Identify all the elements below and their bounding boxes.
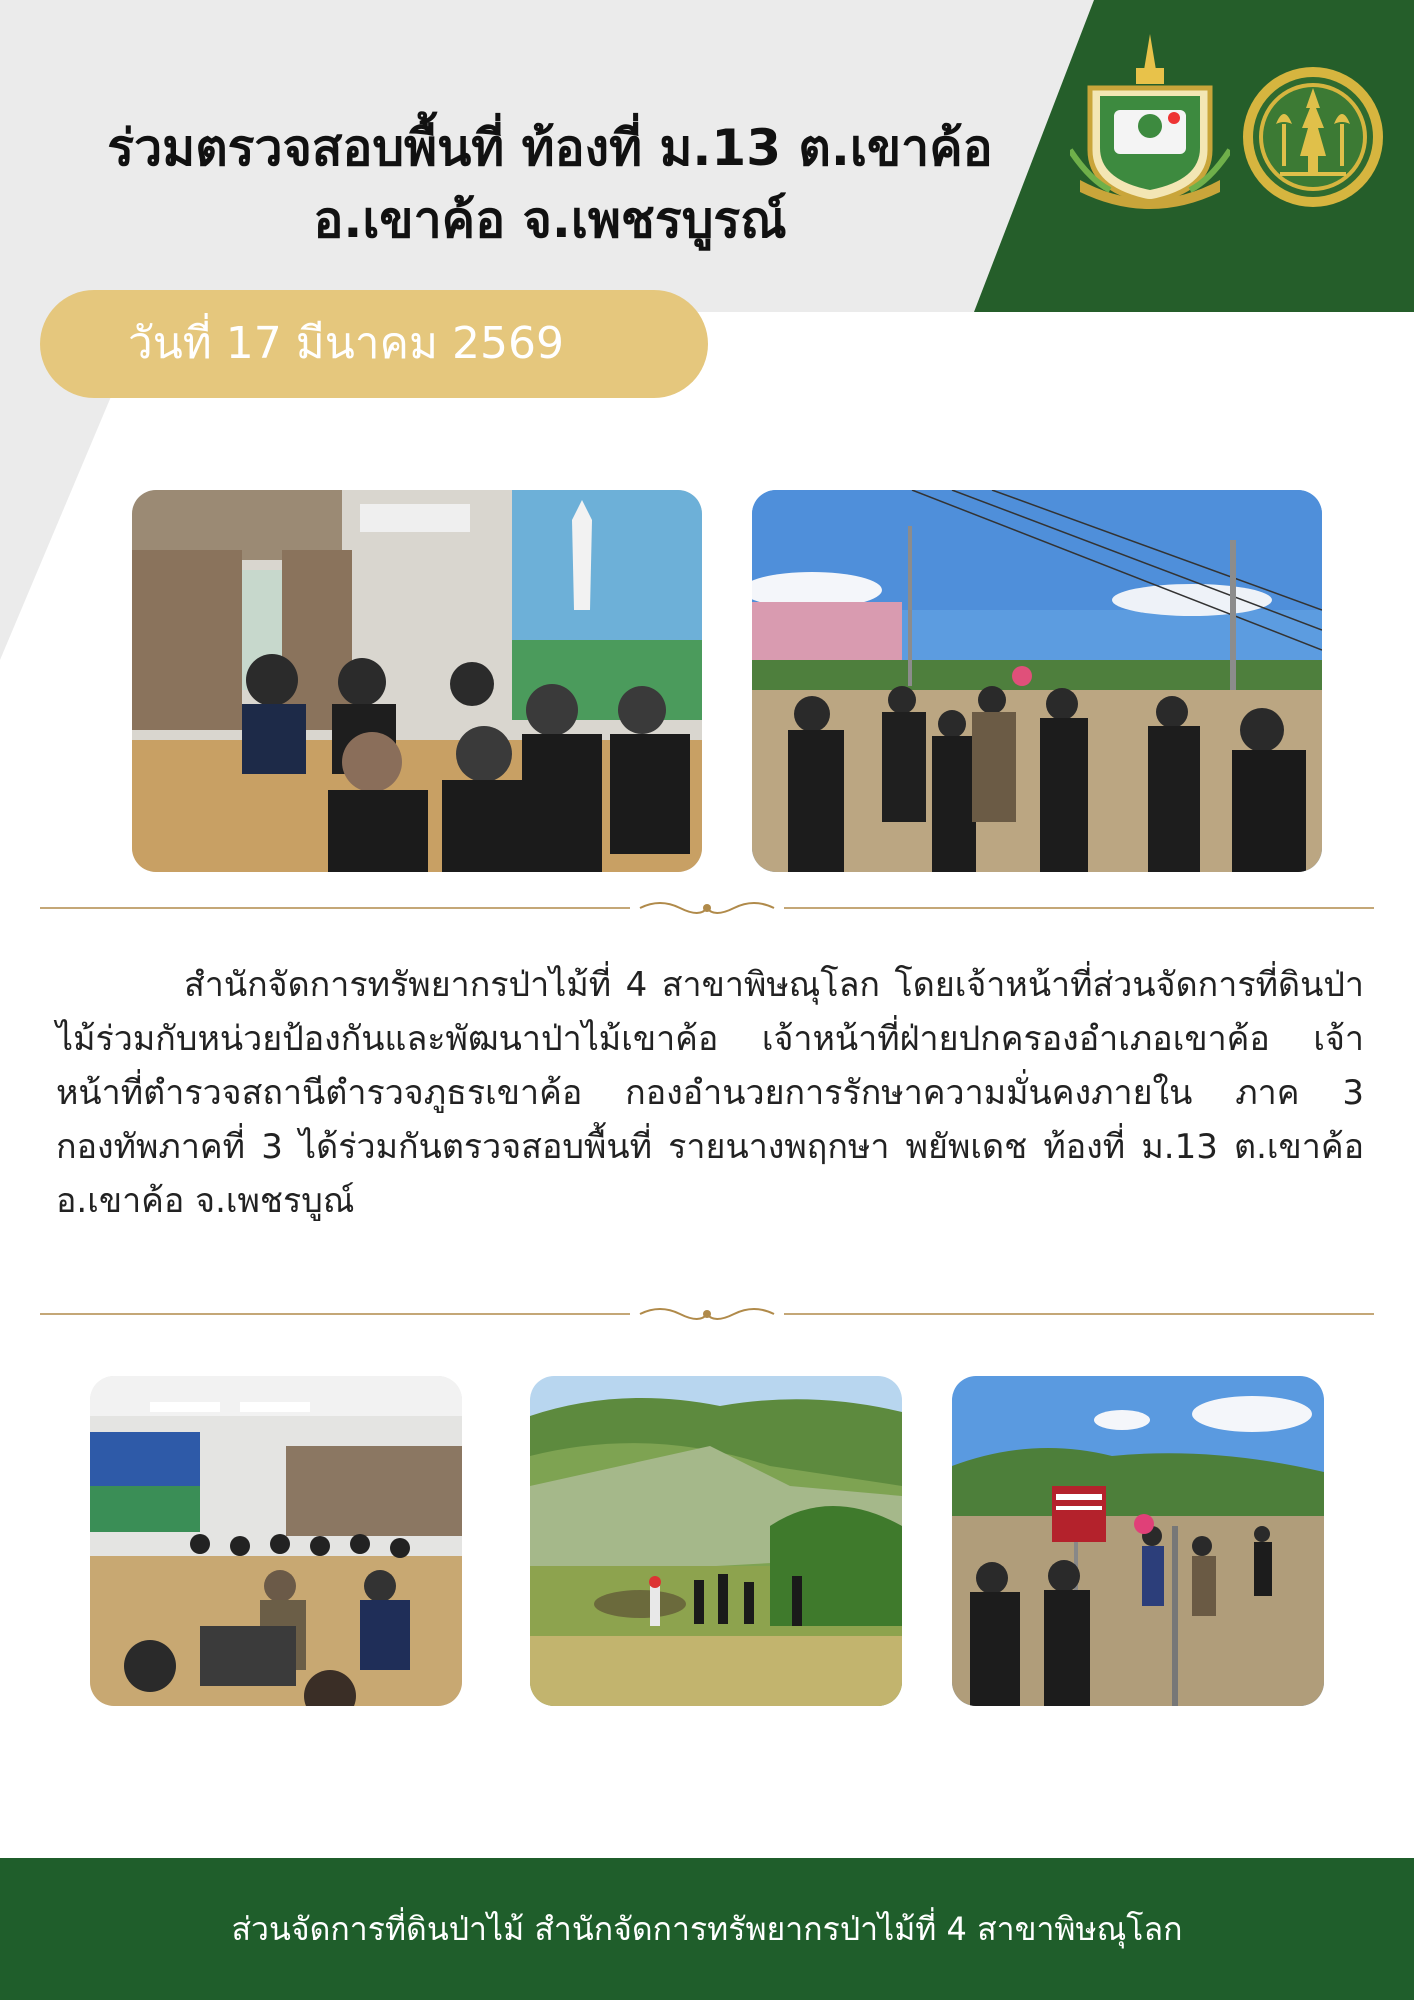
photo-signpost-site [952,1376,1324,1706]
ornamental-divider-bottom [40,1304,1374,1324]
royal-forest-department-logo [1240,64,1386,210]
photo-meeting-room [132,490,702,872]
page-title [40,112,1060,256]
ornamental-divider-top [40,898,1374,918]
date-badge: วันที่ 17 มีนาคม 2569 [40,290,708,398]
photo-roadside-group [752,490,1322,872]
title-line-2: อ.เขาค้อ จ.เพชรบูรณ์ [313,191,787,249]
title-line-1: ร่วมตรวจสอบพื้นที่ ท้องที่ ม.13 ต.เขาค้อ [107,119,993,177]
provincial-emblem-logo [1070,30,1230,216]
footer-bar [0,1858,1414,2000]
photo-district-meeting [90,1376,462,1706]
footer-text: ส่วนจัดการที่ดินป่าไม้ สำนักจัดการทรัพยากรป่าไม้ที่ 4 สาขาพิษณุโลก [231,1910,1183,1948]
body-paragraph: สำนักจัดการทรัพยากรป่าไม้ที่ 4 สาขาพิษณุโลก โดยเจ้าหน้าที่ส่วนจัดการที่ดินป่าไม้ร่วมกับหน่วยป้องกันและพัฒนาป่าไม้เขาค้อ เจ้าหน้าที่ฝ่ายปกครองอำเภอเขาค้อ เจ้าหน้าที่ตำรวจสถานีตำรวจภูธรเขาค้อ กองอำนวยการรักษาความมั่นคงภายใน ภาค 3 กองทัพภาคที่ 3 ได้ร่วมกันตรวจสอบพื้นที่ รายนางพฤกษา พยัพเดช ท้องที่ ม.13 ต.เขาค้อ อ.เขาค้อ จ.เพชรบูณ์ [56,965,1364,1221]
photo-hillside-inspection [530,1376,902,1706]
